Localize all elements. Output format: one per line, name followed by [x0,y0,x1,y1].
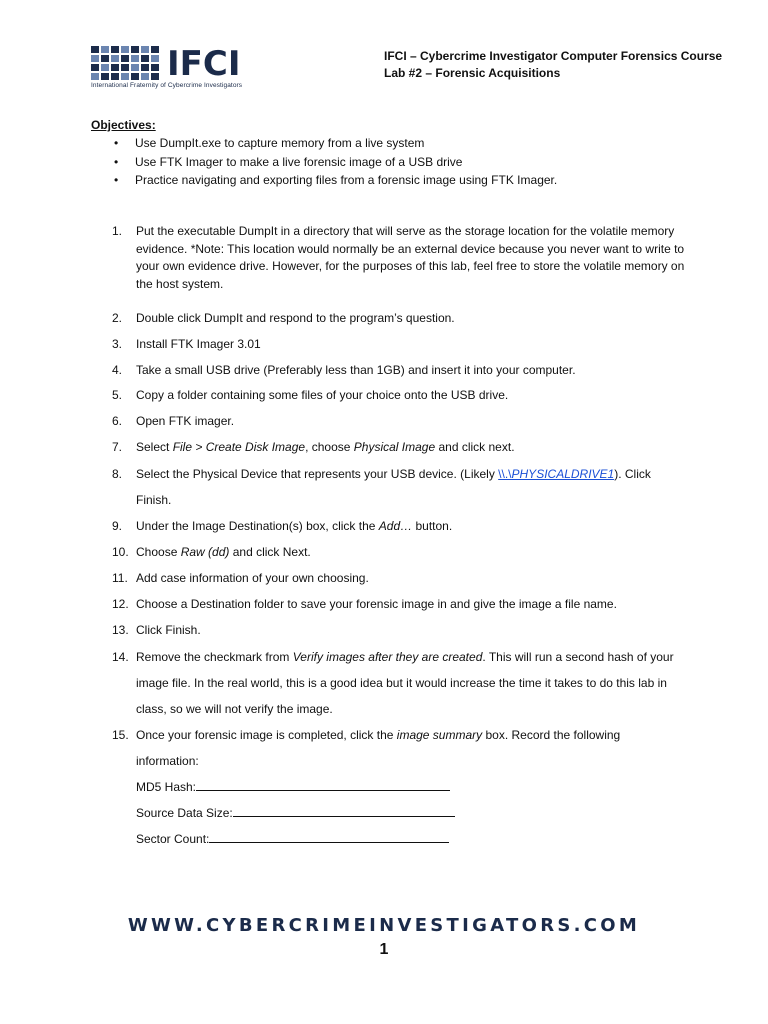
objective-item: • Use FTK Imager to make a live forensic image of a USB drive [110,153,557,172]
link-device: PHYSICALDRIVE1 [511,467,615,481]
box-name: image summary [396,728,483,742]
step-number: 12. [112,597,129,611]
menu-path: File > Create Disk Image [172,440,306,454]
step-number: 10. [112,545,129,559]
md5-hash-row [136,774,686,800]
source-size-label: Source Data Size: [136,806,233,820]
md5-hash-blank[interactable] [196,779,450,791]
step-text: Install FTK Imager 3.01 [136,337,261,351]
step-text: Copy a folder containing some files of your choice onto the USB drive. [136,388,509,402]
step-number: 9. [112,519,123,533]
objectives-heading: Objectives: [91,118,156,132]
step-number: 1. [112,224,123,238]
md5-hash-label: MD5 Hash: [136,780,197,794]
footer-website: WWW.CYBERCRIMEINVESTIGATORS.COM [127,915,641,936]
text-run: . This will run a second hash of your image file. In the real world, this is a good idea but it would increase the time it takes to do this lab in class, so we will not verify the image. [136,650,674,716]
physicaldrive-link[interactable] [498,467,614,481]
objectives-list [110,134,557,190]
objective-item: • Practice navigating and exporting files from a forensic image using FTK Imager. [110,171,557,190]
step-number: 3. [112,337,123,351]
step-text [136,722,686,774]
step-text [136,439,686,457]
format-name: Raw (dd) [180,545,230,559]
source-size-row [136,800,686,826]
step-text [136,644,686,722]
source-size-blank[interactable] [233,805,455,817]
text-run: Choose [136,545,181,559]
sector-count-label: Sector Count: [136,832,210,846]
step-text: Take a small USB drive (Preferably less than 1GB) and insert it into your computer. [136,363,576,377]
text-run: and click Next. [229,545,311,559]
text-run: Select the Physical Device that represents your USB device. (Likely [136,467,499,481]
text-run: box. Record the following information: [136,728,621,768]
step-number: 5. [112,388,123,402]
button-name: Add… [378,519,413,533]
page-number: 1 [379,941,389,958]
step-text [136,544,686,562]
link-prefix: \\.\ [498,467,512,481]
step-number: 15. [112,728,129,742]
step-number: 6. [112,414,123,428]
step-text: Click Finish. [136,623,201,637]
step-number: 8. [112,467,123,481]
objective-item: • Use DumpIt.exe to capture memory from a live system [110,134,557,153]
step-text: Open FTK imager. [136,414,235,428]
step-number: 13. [112,623,129,637]
option-name: Physical Image [353,440,436,454]
step-number: 4. [112,363,123,377]
text-run: Under the Image Destination(s) box, click the [136,519,379,533]
step-number: 14. [112,650,129,664]
ifci-logo [91,46,261,90]
step-text: Add case information of your own choosing. [136,571,369,585]
course-header [384,48,722,82]
step-text [136,461,686,513]
text-run: and click next. [435,440,515,454]
step-number: 11. [112,571,128,585]
step-text [136,518,686,536]
option-name: Verify images after they are created [292,650,483,664]
course-title: IFCI – Cybercrime Investigator Computer Forensics Course [384,49,723,63]
step-number: 2. [112,311,123,325]
step-text: Choose a Destination folder to save your forensic image in and give the image a file name. [136,597,617,611]
step-text: Put the executable DumpIt in a directory that will serve as the storage location for the volatile memory evidence. *Note: This location would normally be an external device because you never want to write to your own evidence drive. However, for the purposes of this lab, feel free to store the volatile memory on the host system. [136,224,685,291]
logo-wordmark: IFCI [167,44,241,84]
text-run: Once your forensic image is completed, click the [136,728,397,742]
step-text: Double click DumpIt and respond to the program’s question. [136,311,455,325]
text-run: ). Click Finish. [136,467,651,507]
text-run: button. [412,519,453,533]
lab-title: Lab #2 – Forensic Acquisitions [384,66,561,80]
text-run: Select [136,440,173,454]
step-number: 7. [112,440,123,454]
record-fields-body [136,774,686,852]
sector-count-blank[interactable] [209,831,449,843]
logo-subtitle: International Fraternity of Cybercrime Investigators [91,82,243,89]
text-run: , choose [305,440,354,454]
logo-grid-icon [91,46,165,80]
text-run: Remove the checkmark from [136,650,293,664]
sector-count-row [136,826,686,852]
